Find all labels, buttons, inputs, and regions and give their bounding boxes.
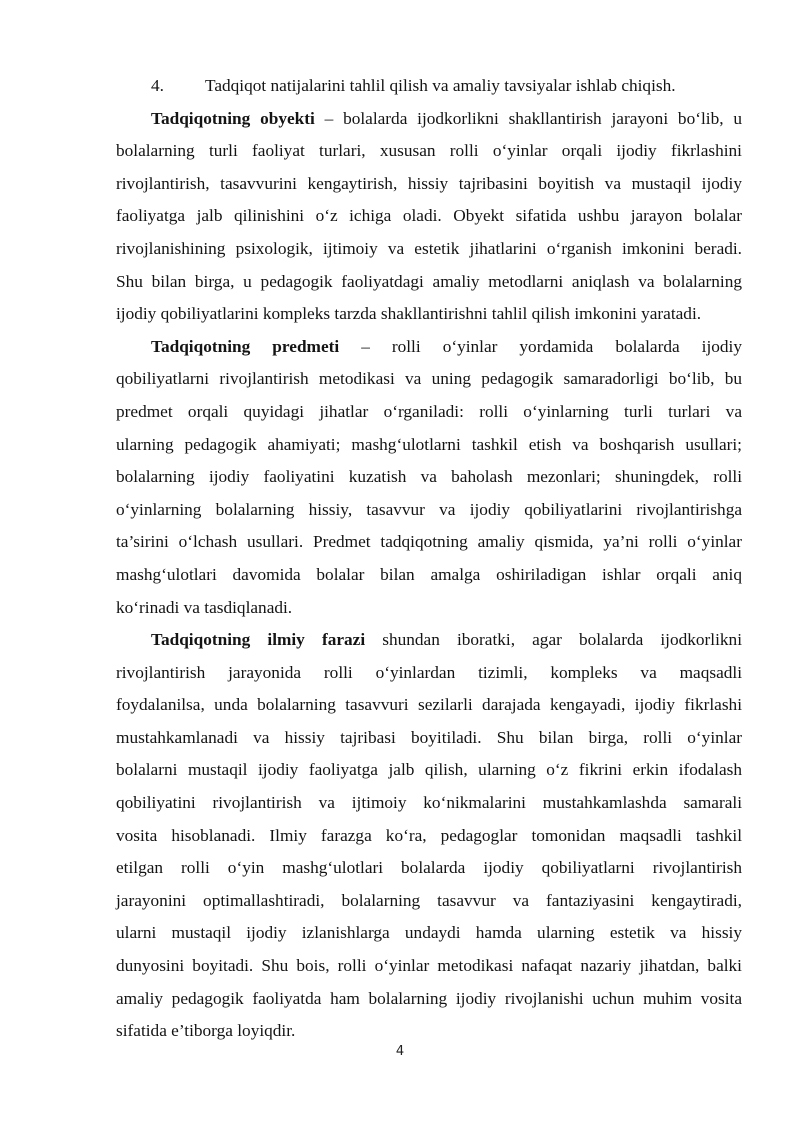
paragraph-line: Tadqiqotning predmeti – rolli o‘yinlar yordamida bolalarda ijodiy <box>151 336 742 356</box>
paragraph-line: Tadqiqotning ilmiy farazi shundan iboratki, agar bolalarda ijodkorlikni <box>151 630 742 650</box>
paragraph-line: faoliyatga jalb qilinishini o‘z ichiga oladi. Obyekt sifatida ushbu jarayon bolalar <box>116 206 742 226</box>
paragraph-line: qobiliyatlarni rivojlantirish metodikasi va uning pedagogik samaradorligi bo‘lib, bu <box>116 369 742 389</box>
paragraph-line: Shu bilan birga, u pedagogik faoliyatdagi amaliy metodlarni aniqlash va bolalarning <box>116 271 742 291</box>
paragraph-line: predmet orqali quyidagi jihatlar o‘rganiladi: rolli o‘yinlarning turli turlari va <box>116 401 742 421</box>
page-number: 4 <box>395 1044 405 1059</box>
paragraph-line: ularni mustaqil ijodiy izlanishlarga undaydi hamda ularning estetik va hissiy <box>116 923 742 943</box>
paragraph-line: etilgan rolli o‘yin mashg‘ulotlari bolalarda ijodiy qobiliyatlarni rivojlantirish <box>116 858 742 878</box>
paragraph-line: bolalarning ijodiy faoliyatini kuzatish va baholash mezonlari; shuningdek, rolli <box>116 467 742 487</box>
paragraph-obyekti <box>116 103 742 331</box>
paragraph-line: sifatida e’tiborga loyiqdir. <box>116 1021 296 1041</box>
paragraph-line: bolalarning turli faoliyat turlari, xususan rolli o‘yinlar orqali ijodiy fikrlashini <box>116 141 742 161</box>
paragraph-line: rivojlanishining psixologik, ijtimoiy va estetik jihatlarini o‘rganish imkonini beradi. <box>116 238 742 258</box>
list-number: 4. <box>151 76 164 95</box>
term-predmeti: Tadqiqotning predmeti <box>151 336 340 356</box>
paragraph-line: foydalanilsa, unda bolalarning tasavvuri sezilarli darajada kengayadi, ijodiy fikrlashi <box>116 695 742 715</box>
paragraph-line: rivojlantirish jarayonida rolli o‘yinlardan tizimli, kompleks va maqsadli <box>116 662 742 682</box>
list-item-text: Tadqiqot natijalarini tahlil qilish va amaliy tavsiyalar ishlab chiqish. <box>205 76 676 95</box>
paragraph-line: qobiliyatini rivojlantirish va ijtimoiy ko‘nikmalarini mustahkamlashda samarali <box>116 793 742 813</box>
paragraph-predmeti <box>116 331 742 624</box>
paragraph-line: mashg‘ulotlari davomida bolalar bilan amalga oshiriladigan ishlar orqali aniq <box>116 564 742 584</box>
paragraph-line: vosita hisoblanadi. Ilmiy farazga ko‘ra, pedagoglar tomonidan maqsadli tashkil <box>116 825 742 845</box>
paragraph-line: dunyosini boyitadi. Shu bois, rolli o‘yinlar metodikasi nafaqat nazariy jihatdan, balki <box>116 956 742 976</box>
paragraph-line: mustahkamlanadi va hissiy tajribasi boyitiladi. Shu bilan birga, rolli o‘yinlar <box>116 727 742 747</box>
term-obyekti: Tadqiqotning obyekti <box>151 108 315 128</box>
paragraph-line: ta’sirini o‘lchash usullari. Predmet tadqiqotning amaliy qismida, ya’ni rolli o‘yinlar <box>116 532 742 552</box>
paragraph-line: bolalarni mustaqil ijodiy faoliyatga jalb qilish, ularning o‘z fikrini erkin ifodalash <box>116 760 742 780</box>
paragraph-line: ularning pedagogik ahamiyati; mashg‘ulotlarni tashkil etish va boshqarish usullari; <box>116 434 742 454</box>
term-ilmiy-farazi: Tadqiqotning ilmiy farazi <box>151 630 366 650</box>
paragraph-line: rivojlantirish, tasavvurini kengaytirish, hissiy tajribasini boyitish va mustaqil ijodiy <box>116 173 742 193</box>
paragraph-line: ijodiy qobiliyatlarini kompleks tarzda shakllantirishni tahlil qilish imkonini yaratadi. <box>116 304 702 324</box>
paragraph-line: ko‘rinadi va tasdiqlanadi. <box>116 597 293 617</box>
paragraph-line: jarayonini optimallashtiradi, bolalarning tasavvur va fantaziyasini kengaytiradi, <box>116 890 742 910</box>
paragraph-ilmiy-farazi <box>116 624 742 1048</box>
paragraph-line: amaliy pedagogik faoliyatda ham bolalarning ijodiy rivojlanishi uchun muhim vosita <box>116 988 742 1008</box>
paragraph-line: o‘yinlarning bolalarning hissiy, tasavvur va ijodiy qobiliyatlarini rivojlantirishga <box>116 499 742 519</box>
paragraph-line: Tadqiqotning obyekti – bolalarda ijodkorlikni shakllantirish jarayoni bo‘lib, u <box>151 108 742 128</box>
list-item-4 <box>116 70 742 103</box>
document-body <box>116 70 742 1048</box>
